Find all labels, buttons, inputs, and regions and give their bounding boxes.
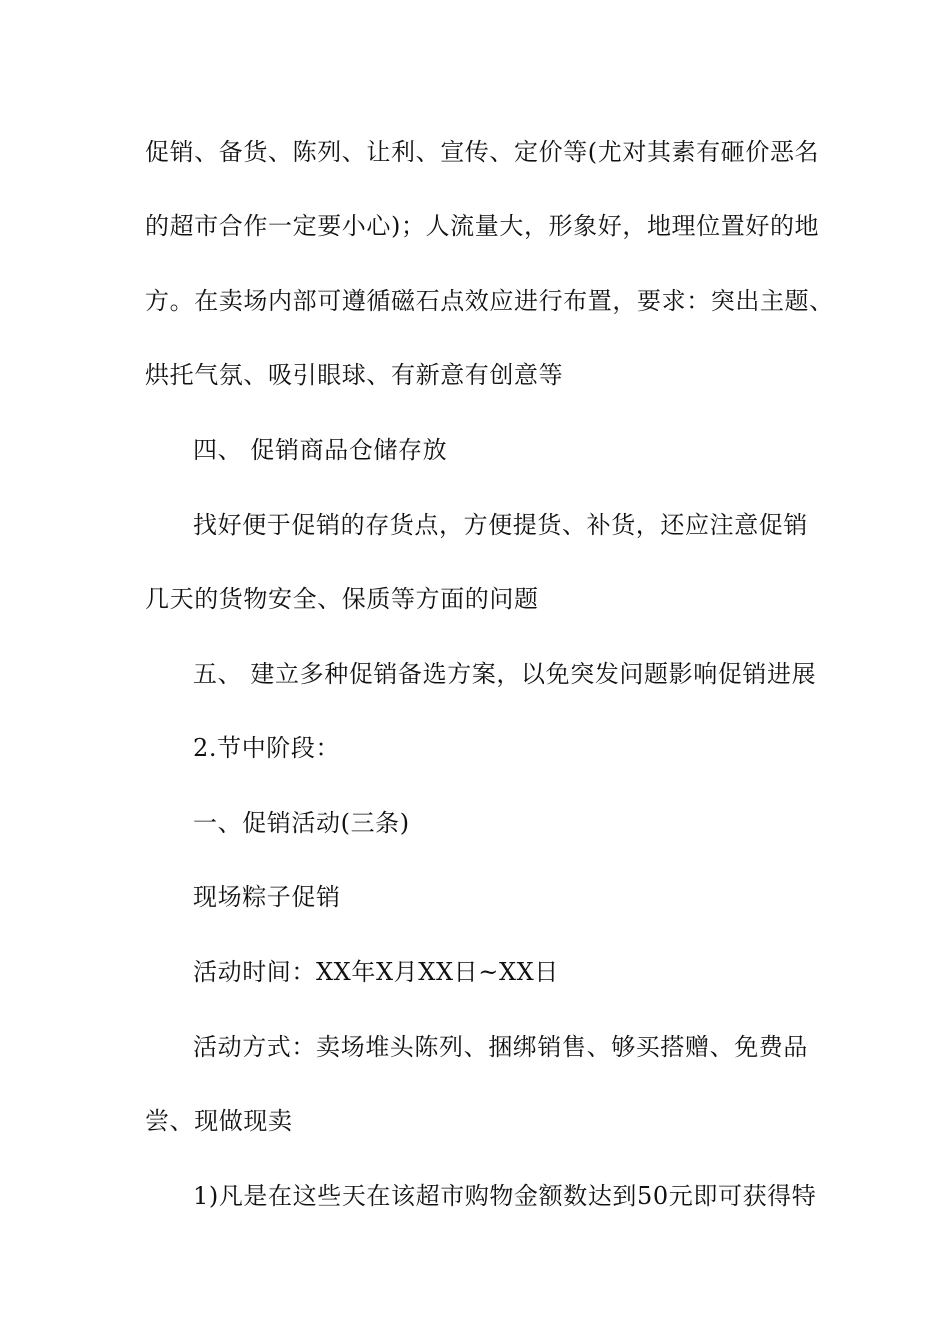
section-heading-5: 五、 建立多种促销备选方案，以免突发问题影响促销进展: [193, 660, 817, 688]
section-heading-4: 四、 促销商品仓储存放: [193, 436, 448, 464]
activity-method-continued: 尝、现做现卖: [145, 1107, 293, 1135]
paragraph-line-2: 的超市合作一定要小心)；人流量大，形象好，地理位置好的地: [145, 212, 820, 240]
activity-rule-1: 1)凡是在这些天在该超市购物金额数达到50元即可获得特: [193, 1182, 817, 1210]
activity-method: 活动方式：卖场堆头陈列、捆绑销售、够买搭赠、免费品: [193, 1033, 808, 1061]
stage-heading: 2.节中阶段：: [193, 734, 341, 762]
paragraph-line-1: 促销、备货、陈列、让利、宣传、定价等(尤对其素有砸价恶名: [145, 138, 820, 166]
paragraph-line-6: 几天的货物安全、保质等方面的问题: [145, 585, 539, 613]
activity-time: 活动时间：XX年X月XX日~XX日: [193, 958, 559, 986]
paragraph-line-5: 找好便于促销的存货点，方便提货、补货，还应注意促销: [193, 511, 808, 539]
paragraph-line-3: 方。在卖场内部可遵循磁石点效应进行布置，要求：突出主题、: [145, 287, 834, 315]
section-heading-1: 一、促销活动(三条): [193, 809, 410, 837]
paragraph-line-4: 烘托气氛、吸引眼球、有新意有创意等: [145, 361, 564, 389]
activity-title: 现场粽子促销: [193, 883, 341, 911]
